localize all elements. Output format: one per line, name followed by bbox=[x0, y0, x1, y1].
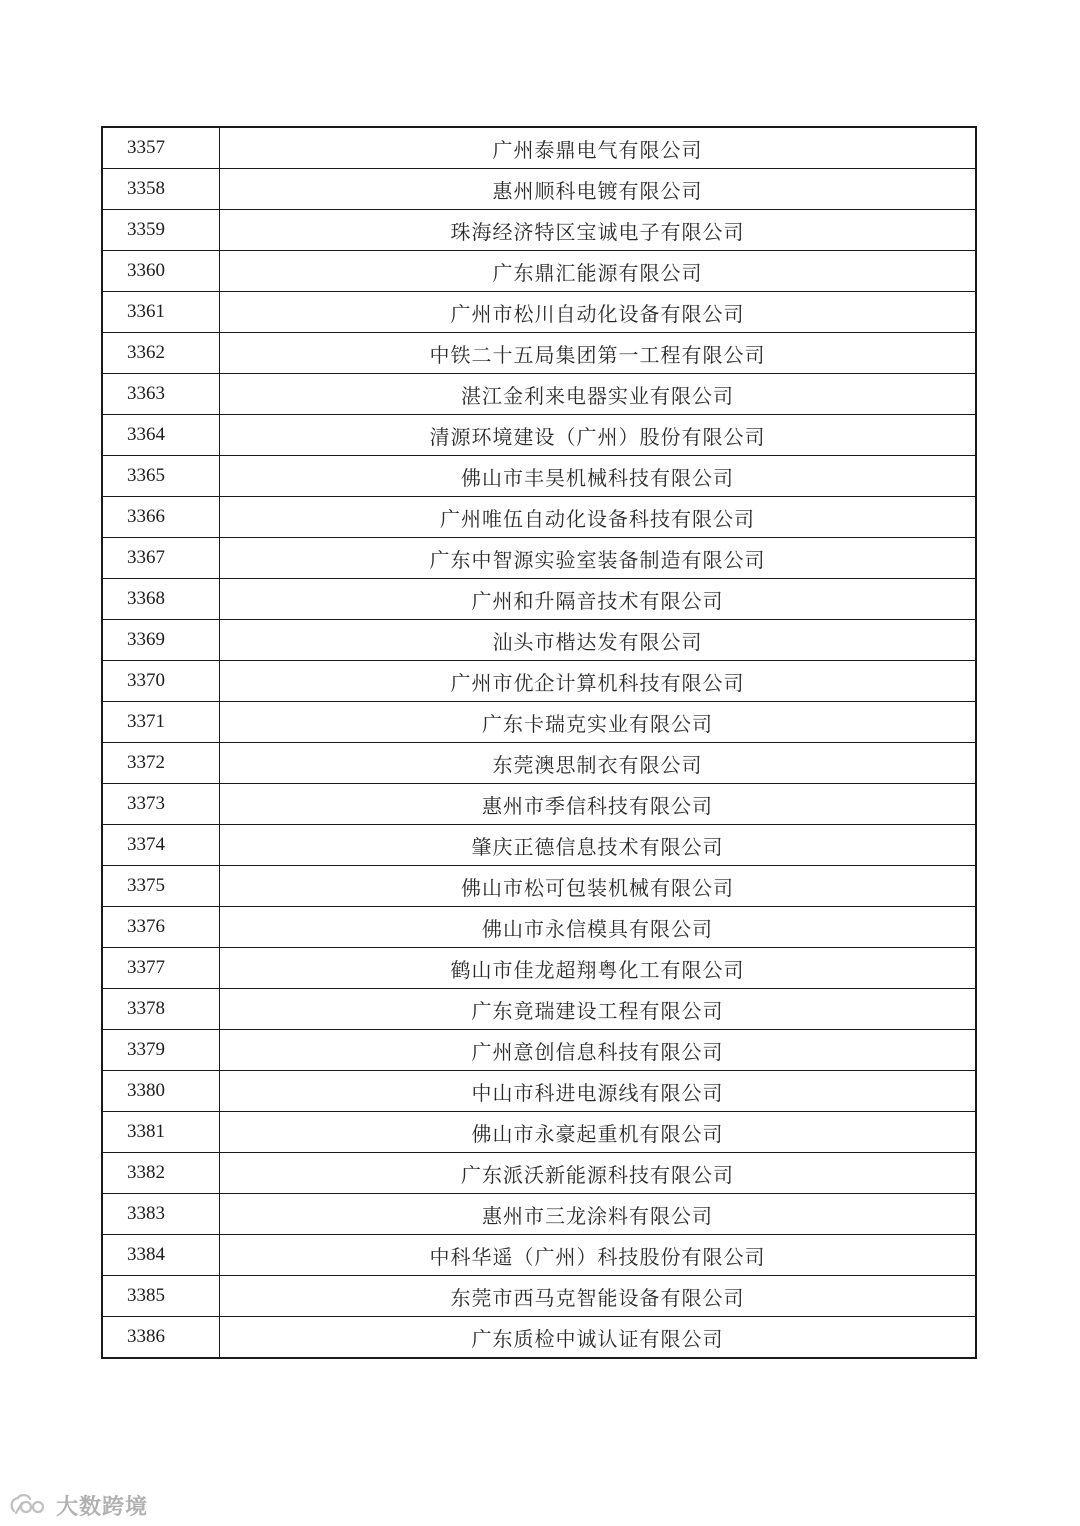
row-number: 3368 bbox=[102, 579, 220, 620]
table-row bbox=[102, 497, 976, 538]
table-row bbox=[102, 825, 976, 866]
row-number: 3376 bbox=[102, 907, 220, 948]
row-number: 3378 bbox=[102, 989, 220, 1030]
row-number: 3382 bbox=[102, 1153, 220, 1194]
table-row bbox=[102, 169, 976, 210]
company-name: 广东鼎汇能源有限公司 bbox=[220, 251, 977, 292]
table-row bbox=[102, 1071, 976, 1112]
table-row bbox=[102, 333, 976, 374]
table-row bbox=[102, 948, 976, 989]
company-name: 中铁二十五局集团第一工程有限公司 bbox=[220, 333, 977, 374]
company-name: 惠州市三龙涂料有限公司 bbox=[220, 1194, 977, 1235]
company-name: 广州意创信息科技有限公司 bbox=[220, 1030, 977, 1071]
company-name: 广州市松川自动化设备有限公司 bbox=[220, 292, 977, 333]
row-number: 3372 bbox=[102, 743, 220, 784]
row-number: 3385 bbox=[102, 1276, 220, 1317]
company-name: 惠州市季信科技有限公司 bbox=[220, 784, 977, 825]
company-name: 惠州顺科电镀有限公司 bbox=[220, 169, 977, 210]
row-number: 3374 bbox=[102, 825, 220, 866]
watermark-text: 大数跨境 bbox=[56, 1494, 149, 1520]
company-name: 佛山市丰昊机械科技有限公司 bbox=[220, 456, 977, 497]
table-row bbox=[102, 989, 976, 1030]
row-number: 3375 bbox=[102, 866, 220, 907]
company-name: 珠海经济特区宝诚电子有限公司 bbox=[220, 210, 977, 251]
row-number: 3358 bbox=[102, 169, 220, 210]
table-row bbox=[102, 374, 976, 415]
row-number: 3370 bbox=[102, 661, 220, 702]
company-name: 广州唯伍自动化设备科技有限公司 bbox=[220, 497, 977, 538]
table-row bbox=[102, 907, 976, 948]
table-row bbox=[102, 661, 976, 702]
company-name: 广东派沃新能源科技有限公司 bbox=[220, 1153, 977, 1194]
table-row bbox=[102, 415, 976, 456]
row-number: 3361 bbox=[102, 292, 220, 333]
table-row bbox=[102, 579, 976, 620]
company-name: 佛山市松可包装机械有限公司 bbox=[220, 866, 977, 907]
table-row bbox=[102, 1276, 976, 1317]
table-row bbox=[102, 1112, 976, 1153]
row-number: 3381 bbox=[102, 1112, 220, 1153]
table-row bbox=[102, 743, 976, 784]
company-name: 广州泰鼎电气有限公司 bbox=[220, 127, 977, 169]
company-name: 肇庆正德信息技术有限公司 bbox=[220, 825, 977, 866]
row-number: 3369 bbox=[102, 620, 220, 661]
row-number: 3363 bbox=[102, 374, 220, 415]
company-name: 广东卡瑞克实业有限公司 bbox=[220, 702, 977, 743]
company-name: 广东竟瑞建设工程有限公司 bbox=[220, 989, 977, 1030]
company-list-table bbox=[101, 126, 977, 1359]
table-row bbox=[102, 251, 976, 292]
row-number: 3364 bbox=[102, 415, 220, 456]
company-name: 湛江金利来电器实业有限公司 bbox=[220, 374, 977, 415]
table-row bbox=[102, 1317, 976, 1359]
table-row bbox=[102, 784, 976, 825]
company-name: 广东质检中诚认证有限公司 bbox=[220, 1317, 977, 1359]
row-number: 3357 bbox=[102, 127, 220, 169]
table-row bbox=[102, 866, 976, 907]
row-number: 3386 bbox=[102, 1317, 220, 1359]
row-number: 3365 bbox=[102, 456, 220, 497]
company-name: 东莞市西马克智能设备有限公司 bbox=[220, 1276, 977, 1317]
table-row bbox=[102, 292, 976, 333]
company-name: 中科华遥（广州）科技股份有限公司 bbox=[220, 1235, 977, 1276]
dashu-logo-icon bbox=[8, 1491, 50, 1519]
row-number: 3379 bbox=[102, 1030, 220, 1071]
table-row bbox=[102, 620, 976, 661]
row-number: 3380 bbox=[102, 1071, 220, 1112]
table-row bbox=[102, 1194, 976, 1235]
company-name: 鹤山市佳龙超翔粤化工有限公司 bbox=[220, 948, 977, 989]
table-row bbox=[102, 538, 976, 579]
table-row bbox=[102, 1235, 976, 1276]
row-number: 3377 bbox=[102, 948, 220, 989]
row-number: 3371 bbox=[102, 702, 220, 743]
company-name: 广州和升隔音技术有限公司 bbox=[220, 579, 977, 620]
table-row bbox=[102, 127, 976, 169]
company-list-body bbox=[102, 127, 976, 1358]
row-number: 3383 bbox=[102, 1194, 220, 1235]
company-name: 佛山市永豪起重机有限公司 bbox=[220, 1112, 977, 1153]
company-name: 佛山市永信模具有限公司 bbox=[220, 907, 977, 948]
row-number: 3384 bbox=[102, 1235, 220, 1276]
table-row bbox=[102, 210, 976, 251]
row-number: 3373 bbox=[102, 784, 220, 825]
company-name: 清源环境建设（广州）股份有限公司 bbox=[220, 415, 977, 456]
table-row bbox=[102, 1153, 976, 1194]
row-number: 3362 bbox=[102, 333, 220, 374]
row-number: 3367 bbox=[102, 538, 220, 579]
company-name: 广东中智源实验室装备制造有限公司 bbox=[220, 538, 977, 579]
row-number: 3360 bbox=[102, 251, 220, 292]
table-row bbox=[102, 1030, 976, 1071]
company-name: 东莞澳思制衣有限公司 bbox=[220, 743, 977, 784]
table-row bbox=[102, 456, 976, 497]
company-name: 汕头市楷达发有限公司 bbox=[220, 620, 977, 661]
row-number: 3366 bbox=[102, 497, 220, 538]
watermark bbox=[8, 1488, 148, 1522]
company-name: 广州市优企计算机科技有限公司 bbox=[220, 661, 977, 702]
row-number: 3359 bbox=[102, 210, 220, 251]
company-name: 中山市科进电源线有限公司 bbox=[220, 1071, 977, 1112]
table-row bbox=[102, 702, 976, 743]
